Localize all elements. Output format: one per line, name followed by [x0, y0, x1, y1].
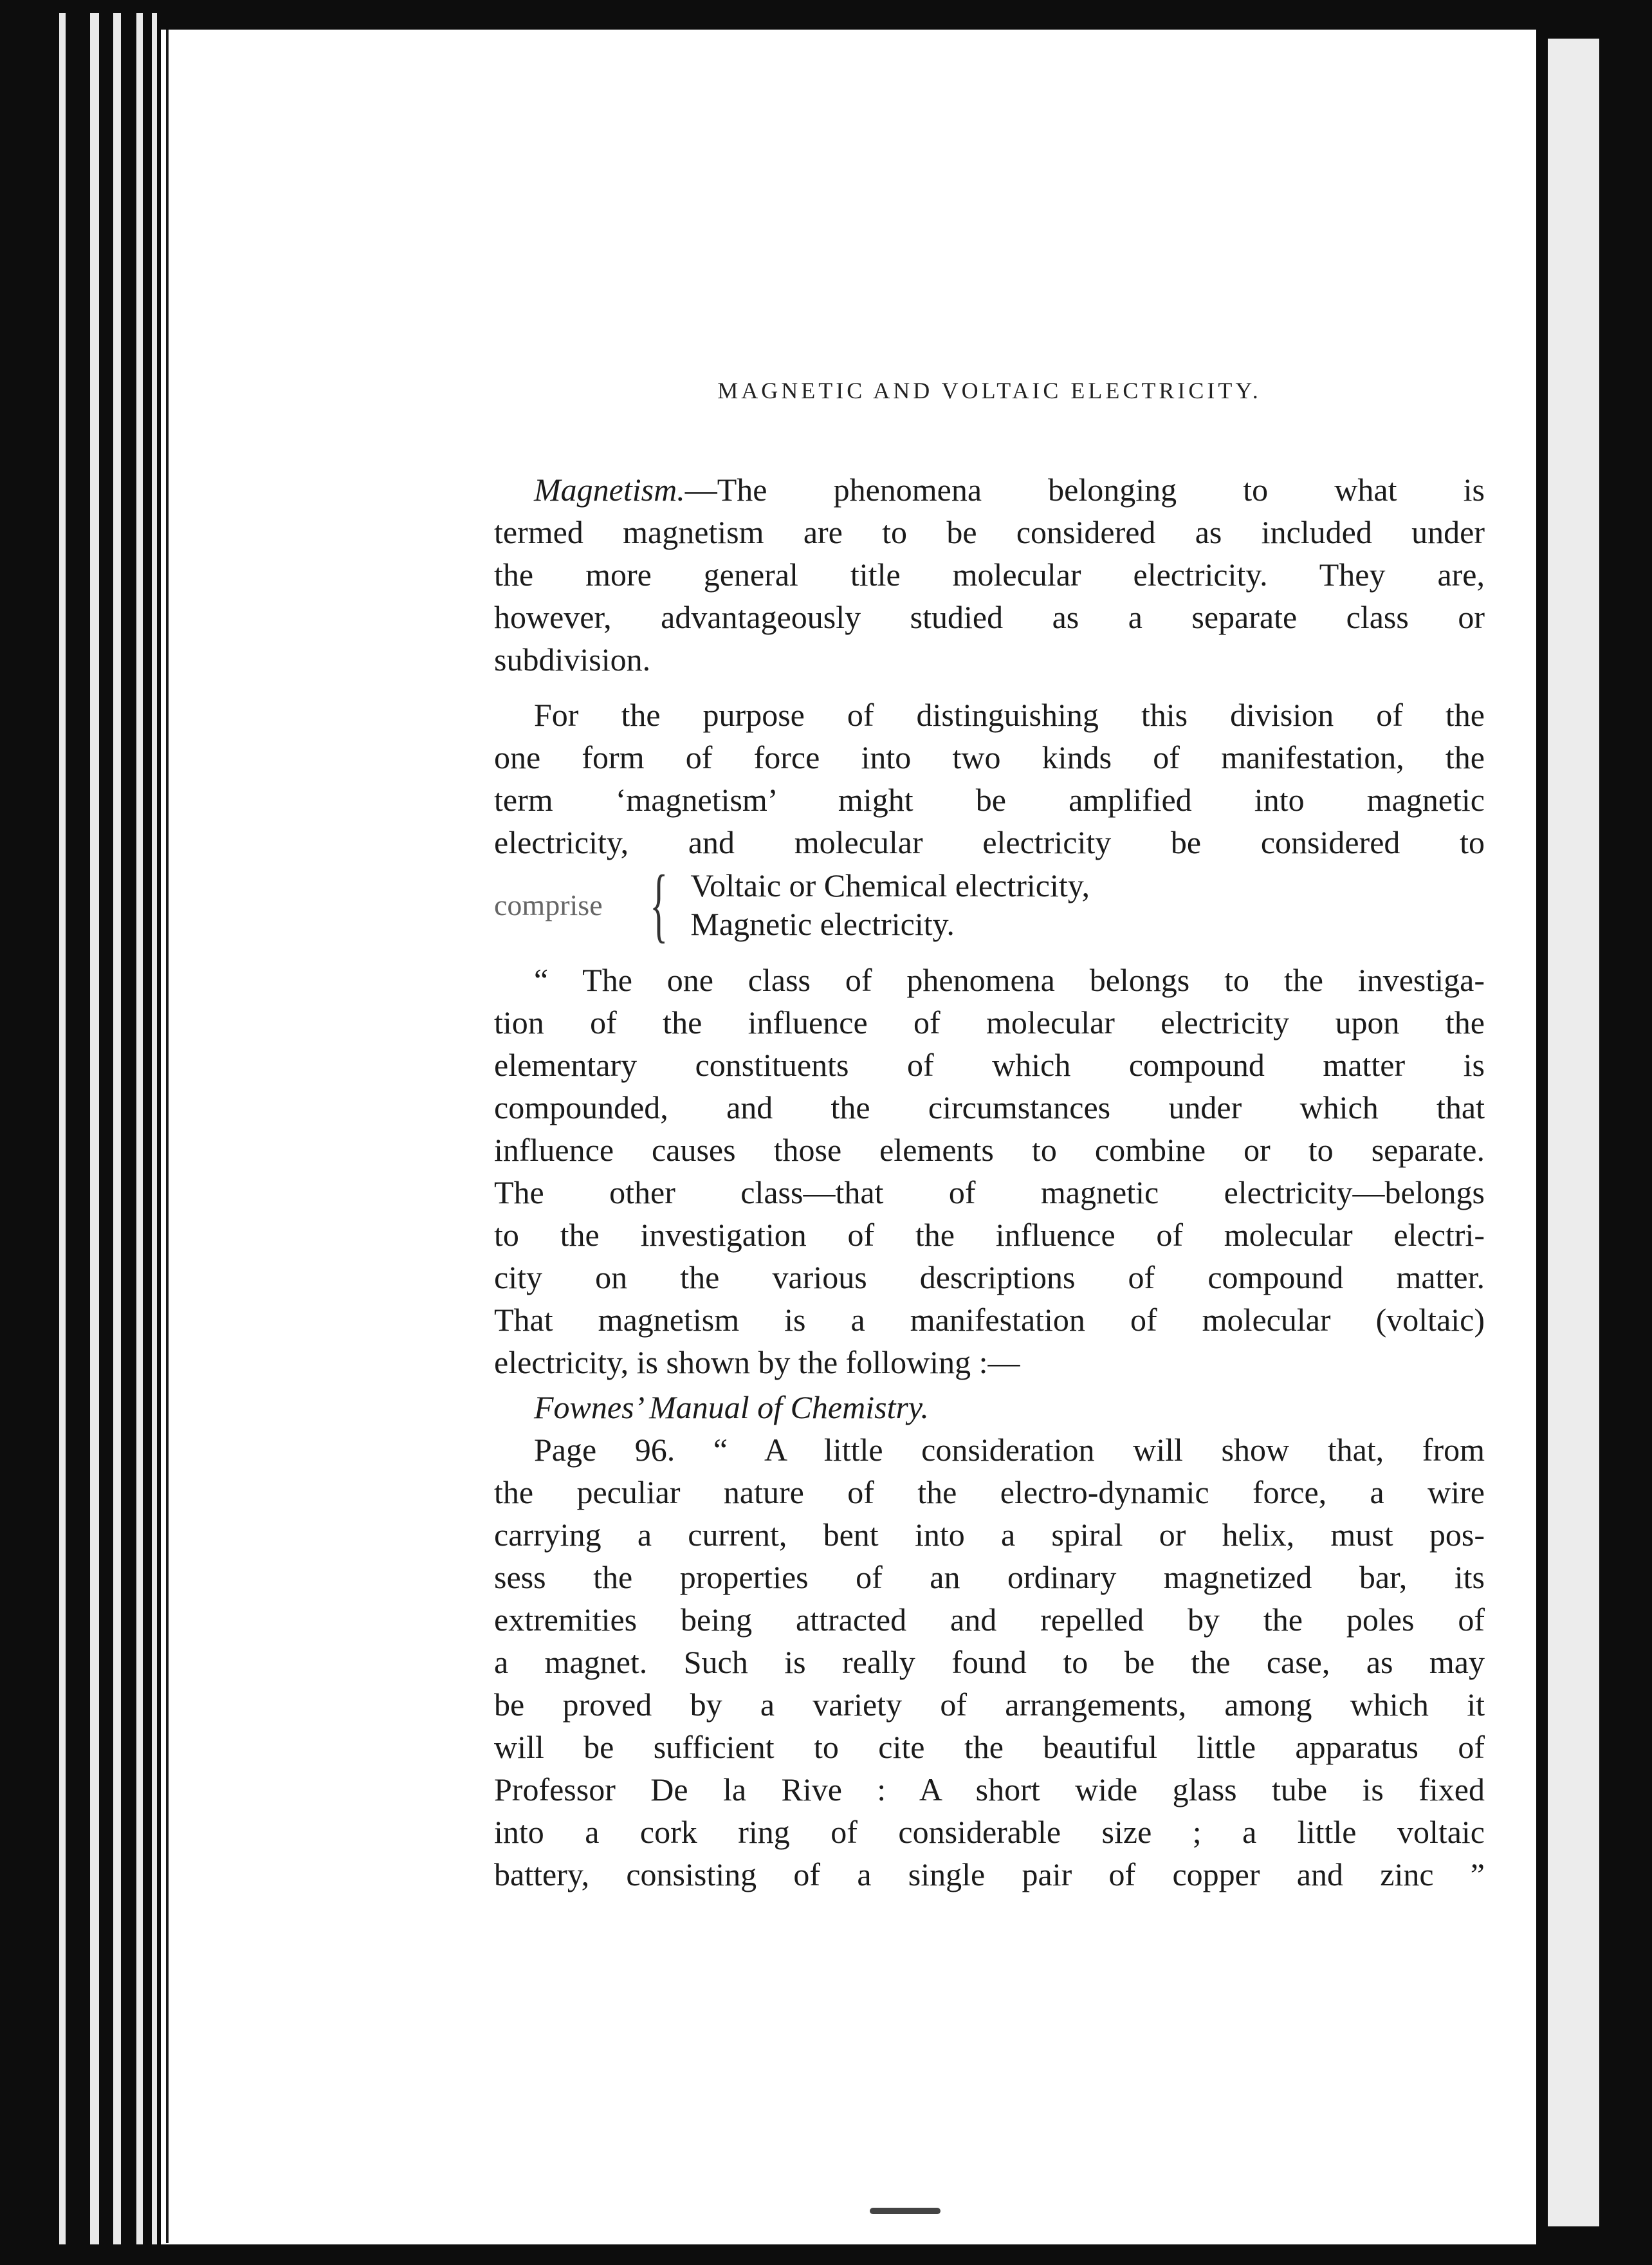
- brace-item: Magnetic electricity.: [690, 906, 955, 942]
- text-line: tion of the influence of molecular electricity upon the: [494, 1004, 1485, 1040]
- text-line: be proved by a variety of arrangements, among which it: [494, 1687, 1485, 1723]
- text-line: elementary constituents of which compound matter is: [494, 1047, 1485, 1083]
- facing-page-sliver: [1548, 39, 1599, 2226]
- scan-smudge-mark: [870, 2208, 941, 2214]
- text-line: compounded, and the circumstances under which that: [494, 1089, 1485, 1125]
- book-page: [166, 30, 1526, 2243]
- text-line: battery, consisting of a single pair of copper and zinc ”: [494, 1856, 1485, 1892]
- page-edge-stripe: [59, 13, 66, 2252]
- text-line: The other class—that of magnetic electricity—belongs: [494, 1174, 1485, 1210]
- page-content: [494, 377, 1485, 1896]
- page-edge-stripe: [152, 13, 157, 2252]
- text-line: term ‘magnetism’ might be amplified into magnetic: [494, 782, 1485, 818]
- brace-items: [690, 866, 1090, 943]
- scan-bottom-border: [0, 2244, 1652, 2265]
- text-line: For the purpose of distinguishing this division of the: [534, 697, 1485, 733]
- text-line: however, advantageously studied as a separate class or: [494, 599, 1485, 635]
- page-edge-stripe: [113, 13, 121, 2252]
- text-line: termed magnetism are to be considered as included under: [494, 514, 1485, 550]
- page-edge-stripe: [90, 13, 99, 2252]
- scan-right-border: [1536, 0, 1652, 2265]
- paragraph-magnetism: [494, 468, 1485, 681]
- text-line: electricity, is shown by the following :—: [494, 1344, 1020, 1380]
- paragraph-quotation: [494, 959, 1485, 1383]
- text-line: “ The one class of phenomena belongs to the investiga-: [534, 962, 1485, 998]
- text-line: one form of force into two kinds of manifestation, the: [494, 739, 1485, 775]
- line-text: —The phenomena belonging to what is: [684, 472, 1485, 508]
- page-edge-stripe: [136, 13, 143, 2252]
- text-line: That magnetism is a manifestation of molecular (voltaic): [494, 1302, 1485, 1338]
- text-line: influence causes those elements to combine or to separate.: [494, 1132, 1485, 1168]
- brace-glyph: {: [650, 858, 668, 951]
- text-line: extremities being attracted and repelled by the poles of: [494, 1602, 1485, 1638]
- text-line: the more general title molecular electricity. They are,: [494, 557, 1485, 593]
- text-line: Professor De la Rive : A short wide glass tube is fixed: [494, 1771, 1485, 1807]
- comprise-brace-list: [494, 858, 1485, 951]
- running-head: MAGNETIC AND VOLTAIC ELECTRICITY.: [717, 378, 1262, 403]
- paragraph-page-96: [494, 1428, 1485, 1896]
- text-line: [494, 468, 1485, 511]
- lead-term: Magnetism.: [534, 472, 685, 508]
- book-binding-edge: [0, 0, 161, 2265]
- comprise-label: comprise: [494, 888, 603, 921]
- text-line: carrying a current, bent into a spiral or helix, must pos-: [494, 1517, 1485, 1553]
- text-line: the peculiar nature of the electro-dynamic force, a wire: [494, 1474, 1485, 1510]
- source-citation: Fownes’ Manual of Chemistry.: [534, 1389, 929, 1425]
- text-line: into a cork ring of considerable size ; a little voltaic: [494, 1814, 1485, 1850]
- text-line: a magnet. Such is really found to be the case, as may: [494, 1644, 1485, 1680]
- text-line: to the investigation of the influence of molecular electri-: [494, 1217, 1485, 1253]
- text-line: subdivision.: [494, 642, 651, 678]
- text-line: Page 96. “ A little consideration will show that, from: [534, 1432, 1485, 1468]
- text-line: city on the various descriptions of compound matter.: [494, 1259, 1485, 1295]
- scan-top-border: [0, 0, 1652, 30]
- brace-item: Voltaic or Chemical electricity,: [690, 867, 1090, 903]
- paragraph-distinguishing: [494, 694, 1485, 951]
- text-line: electricity, and molecular electricity be considered to: [494, 824, 1485, 860]
- text-line: will be sufficient to cite the beautiful little apparatus of: [494, 1729, 1485, 1765]
- text-line: sess the properties of an ordinary magnetized bar, its: [494, 1559, 1485, 1595]
